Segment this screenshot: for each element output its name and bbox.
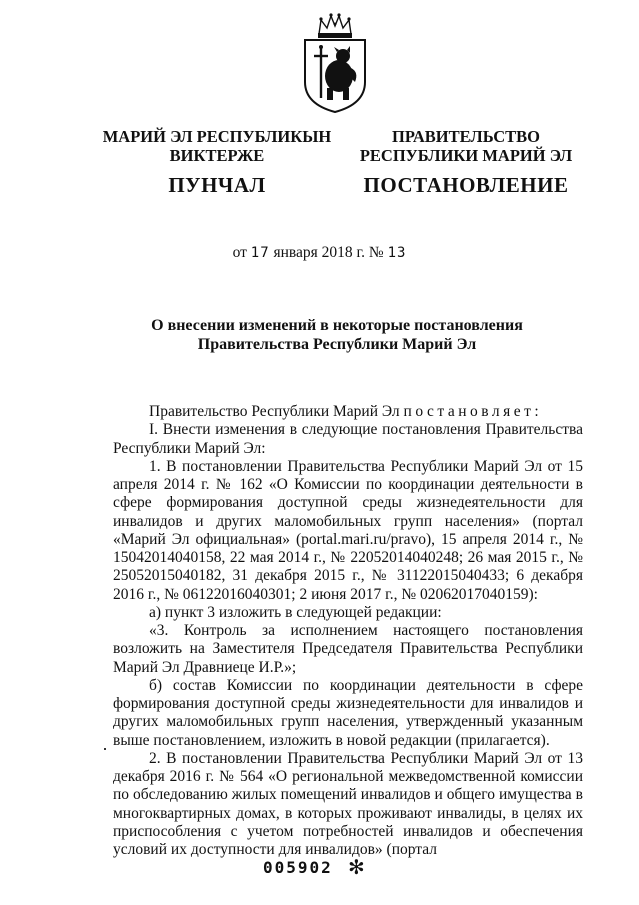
subject-line2: Правительства Республики Марий Эл bbox=[197, 336, 477, 353]
body-paragraph-5: б) состав Комиссии по координации деятельности в сфере формирования доступной среды жизнедеятельности для инвалидов и других маломобильных групп населения, утвержденный указанным выше постановлением, изложить в новой редакции (прилагается). bbox=[113, 676, 583, 749]
body-paragraph-6: 2. В постановлении Правительства Республики Марий Эл от 13 декабря 2016 г. № 564 «О региональной межведомственной комиссии по обследованию жилых помещений инвалидов и общего имущества в многоквартирных домах, в которых проживают инвалиды, в целях их приспособления с учетом потребностей инвалидов и обеспечения условий их доступности для инвалидов» (портал bbox=[113, 749, 583, 858]
header-title-russian bbox=[352, 127, 580, 165]
subject-line1: О внесении изменений в некоторые постановления bbox=[151, 317, 523, 334]
footer-serial-number: 005902 bbox=[263, 858, 333, 877]
doc-type-russian: ПОСТАНОВЛЕНИЕ bbox=[363, 173, 569, 197]
header-right-line1: ПРАВИТЕЛЬСТВО bbox=[392, 127, 540, 146]
body-paragraph-1: I. Внести изменения в следующие постановления Правительства Республики Марий Эл: bbox=[113, 421, 583, 457]
body-paragraph-2: 1. В постановлении Правительства Республики Марий Эл от 15 апреля 2014 г. № 162 «О Комиссии по координации деятельности в сфере формирования доступной среды жизнедеятельности для инвалидов и других маломобильных групп населения» (портал «Марий Эл официальная» (portal.mari.ru/pravo), 15 апреля 2014 г., № 15042014040158, 22 мая 2014 г., № 22052014040248; 26 мая 2015 г., № 25052015040182, 31 декабря 2015 г., № 31122015040433; 6 декабря 2016 г., № 06122016040301; 2 июня 2017 г., № 02062017040159): bbox=[113, 457, 583, 603]
resolution-verb: постановляет: bbox=[403, 403, 543, 420]
date-prefix: от bbox=[232, 244, 247, 261]
header-right-line2: РЕСПУБЛИКИ МАРИЙ ЭЛ bbox=[359, 146, 573, 165]
date-month-year: января 2018 г. № bbox=[273, 244, 384, 261]
date-line bbox=[0, 244, 639, 262]
resolution-subject: Правительство Республики Марий Эл bbox=[149, 403, 400, 420]
body-paragraph-4: «3. Контроль за исполнением настоящего постановления возложить на Заместителя Председателя Правительства Республики Марий Эл Дравниеце И.Р.»; bbox=[113, 622, 583, 676]
footer-mark-icon: ✻ bbox=[348, 855, 365, 879]
crown-icon bbox=[318, 13, 352, 38]
coat-of-arms-emblem bbox=[297, 12, 373, 114]
document-subject bbox=[0, 316, 639, 354]
body-paragraph-3: а) пункт 3 изложить в следующей редакции: bbox=[149, 603, 442, 621]
document-number: 13 bbox=[387, 245, 407, 261]
document-body bbox=[113, 403, 583, 859]
header-title-mari bbox=[92, 127, 342, 165]
doc-type-mari: ПУНЧАЛ bbox=[168, 173, 266, 197]
bear-icon bbox=[325, 46, 356, 100]
date-day: 17 bbox=[250, 245, 270, 261]
scan-speck bbox=[104, 748, 106, 750]
body-paragraph-resolution bbox=[113, 403, 583, 421]
header-left-line1: МАРИЙ ЭЛ РЕСПУБЛИКЫН bbox=[102, 127, 332, 146]
header-left-line2: ВИКТЕРЖЕ bbox=[169, 146, 265, 165]
